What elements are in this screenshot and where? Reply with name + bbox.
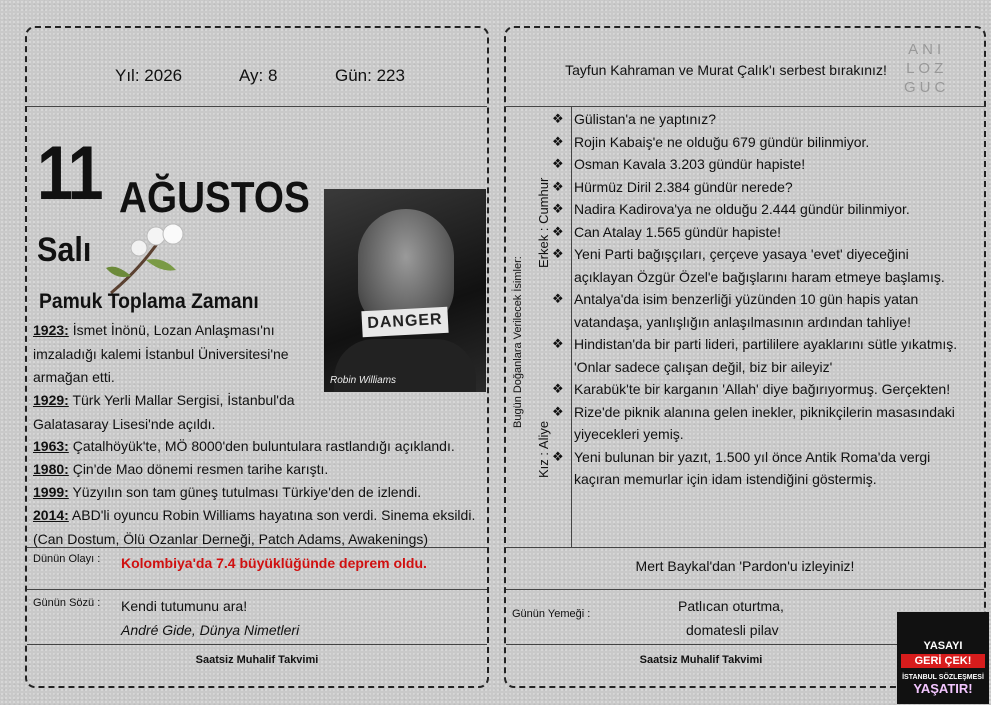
meal-line-1: Patlıcan oturtma, bbox=[678, 598, 784, 614]
footer-title: Saatsiz Muhalif Takvimi bbox=[639, 654, 763, 666]
month-name: AĞUSTOS bbox=[119, 173, 310, 222]
meal-label: Günün Yemeği : bbox=[512, 608, 591, 620]
list-item: ❖ Karabük'te bir karganın 'Allah' diye bağırıyormuş. Gerçekten! bbox=[574, 378, 966, 401]
left-calendar-page bbox=[25, 26, 489, 688]
divider bbox=[27, 547, 487, 548]
movie-recommendation: Mert Baykal'dan 'Pardon'u izleyiniz! bbox=[635, 558, 855, 574]
year-label: Yıl: 2026 bbox=[115, 66, 183, 85]
list-item: ❖ Can Atalay 1.565 gündür hapiste! bbox=[574, 221, 966, 244]
diamond-bullet-icon: ❖ bbox=[552, 223, 564, 239]
diamond-bullet-icon: ❖ bbox=[552, 403, 564, 419]
news-list bbox=[552, 108, 966, 491]
list-item: ❖ Osman Kavala 3.203 gündür hapiste! bbox=[574, 153, 966, 176]
photo-caption: Robin Williams bbox=[330, 375, 397, 386]
event-item: 2014: ABD'li oyuncu Robin Williams hayatına son verdi. Sinema eksildi. (Can Dostum, Ölü Ozanlar Derneği, Patch Adams, Awakenings) bbox=[33, 507, 476, 547]
event-item: 1980: Çin'de Mao dönemi resmen tarihe karıştı. bbox=[33, 461, 329, 477]
vertical-divider bbox=[571, 106, 572, 547]
footer-title: Saatsiz Muhalif Takvimi bbox=[195, 654, 319, 666]
event-of-day-text: Kolombiya'da 7.4 büyüklüğünde deprem oldu. bbox=[121, 555, 427, 571]
diamond-bullet-icon: ❖ bbox=[552, 336, 564, 351]
divider bbox=[506, 106, 984, 107]
quote-label: Günün Sözü : bbox=[33, 597, 101, 609]
diamond-bullet-icon: ❖ bbox=[552, 133, 564, 149]
season-label: Pamuk Toplama Zamanı bbox=[39, 290, 259, 313]
diamond-bullet-icon: ❖ bbox=[552, 448, 564, 464]
month-label: Ay: 8 bbox=[239, 66, 278, 85]
list-item: ❖ Rojin Kabaiş'e ne olduğu 679 gündür bilinmiyor. bbox=[574, 131, 966, 154]
event-of-day-label: Dünün Olayı : bbox=[33, 553, 101, 565]
list-item: ❖ Yeni Parti bağışçıları, çerçeve yasaya 'evet' diyeceğini açıklayan Özgür Özel'e bağışlarını haram etmeye başlamış. bbox=[574, 243, 966, 288]
watermark-logo: ANI LOZ GUC bbox=[904, 41, 950, 96]
list-item: ❖ Hindistan'da bir parti lideri, partililere ayaklarını sütle yıkatmış. 'Onlar sadece çalışan değil, biz bir aileyiz' bbox=[574, 333, 966, 378]
list-item: ❖ Hürmüz Diril 2.384 gündür nerede? bbox=[574, 176, 966, 199]
divider bbox=[506, 589, 984, 590]
day-of-year-label: Gün: 223 bbox=[335, 66, 405, 85]
male-name: Erkek : Cumhur bbox=[536, 177, 551, 268]
right-calendar-page bbox=[504, 26, 986, 688]
diamond-bullet-icon: ❖ bbox=[552, 381, 564, 396]
female-name: Kız : Aliye bbox=[536, 420, 551, 478]
event-item: 1923: İsmet İnönü, Lozan Anlaşması'nı imzaladığı kalemi İstanbul Üniversitesi'ne armağan etti. bbox=[33, 322, 289, 385]
list-item: ❖ Nadira Kadirova'ya ne olduğu 2.444 gündür bilinmiyor. bbox=[574, 198, 966, 221]
meal-line-2: domatesli pilav bbox=[686, 622, 779, 638]
robin-williams-photo bbox=[324, 189, 486, 392]
list-item: ❖ Yeni bulunan bir yazıt, 1.500 yıl önce Antik Roma'da vergi kaçıran memurlar için idam istendiğini göstermiş. bbox=[574, 446, 966, 491]
names-title: Bugün Doğanlara Verilecek İsimler: bbox=[512, 256, 524, 428]
cotton-branch-icon bbox=[101, 218, 191, 298]
day-number: 11 bbox=[37, 131, 102, 216]
list-item: ❖ Gülistan'a ne yaptınız? bbox=[574, 108, 966, 131]
weekday: Salı bbox=[37, 231, 92, 269]
diamond-bullet-icon: ❖ bbox=[552, 111, 564, 126]
diamond-bullet-icon: ❖ bbox=[552, 178, 564, 194]
list-item: ❖ Antalya'da isim benzerliği yüzünden 10 gün hapis yatan vatandaşa, yanlışlığın anlaşılmasının ardından tahliye! bbox=[574, 288, 966, 333]
diamond-bullet-icon: ❖ bbox=[552, 156, 564, 171]
event-item: 1929: Türk Yerli Mallar Sergisi, İstanbul'da Galatasaray Lisesi'nde açıldı. bbox=[33, 392, 295, 432]
istanbul-convention-badge: YASAYI GERİ ÇEK! İSTANBUL SÖZLEŞMESİ YAŞATIR! bbox=[897, 612, 989, 704]
divider bbox=[506, 547, 984, 548]
diamond-bullet-icon: ❖ bbox=[552, 201, 564, 216]
diamond-bullet-icon: ❖ bbox=[552, 291, 564, 306]
quote-text: Kendi tutumunu ara! bbox=[121, 598, 248, 614]
quote-author: André Gide, Dünya Nimetleri bbox=[121, 622, 300, 638]
divider bbox=[27, 644, 487, 645]
list-item: ❖ Rize'de piknik alanına gelen inekler, piknikçilerin masasındaki yiyecekleri yemiş. bbox=[574, 401, 966, 446]
event-item: 1999: Yüzyılın son tam güneş tutulması Türkiye'den de izlendi. bbox=[33, 484, 422, 500]
release-demand: Tayfun Kahraman ve Murat Çalık'ı serbest bırakınız! bbox=[565, 62, 887, 78]
divider bbox=[27, 106, 487, 107]
tape-label: DANGER bbox=[361, 307, 448, 337]
diamond-bullet-icon: ❖ bbox=[552, 246, 564, 261]
event-item: 1963: Çatalhöyük'te, MÖ 8000'den buluntulara rastlandığı açıklandı. bbox=[33, 438, 455, 454]
divider bbox=[27, 589, 487, 590]
